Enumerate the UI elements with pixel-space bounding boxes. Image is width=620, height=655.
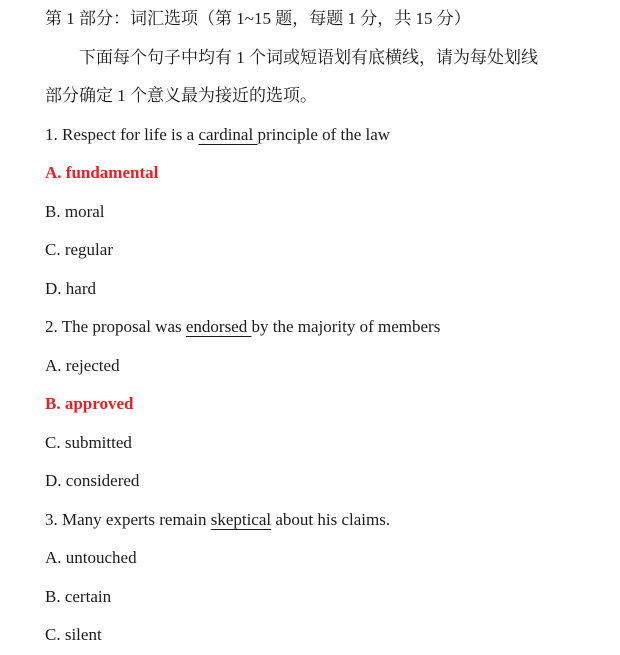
question-stem	[45, 116, 602, 155]
option-label: A.	[45, 355, 62, 375]
option-text: submitted	[64, 432, 132, 452]
option-row	[45, 154, 602, 193]
option-row	[45, 424, 602, 463]
option-row	[45, 385, 602, 424]
option-row	[45, 578, 602, 617]
option-text: considered	[65, 471, 140, 490]
option-label: B.	[45, 394, 61, 413]
option-row	[45, 539, 602, 578]
option-text: untouched	[65, 548, 137, 567]
option-row	[45, 193, 602, 232]
option-label: C.	[45, 432, 61, 452]
option-row	[45, 616, 602, 655]
option-row	[45, 270, 602, 309]
option-text: certain	[64, 586, 112, 606]
underlined-word: endorsed	[185, 317, 252, 336]
option-label: A.	[45, 163, 62, 182]
question-block	[45, 308, 602, 501]
stem-text-before: 1. Respect for life is a	[45, 124, 199, 144]
question-stem	[45, 308, 602, 347]
option-row	[45, 462, 602, 501]
underlined-word: cardinal	[198, 124, 258, 144]
stem-text-before: 2. The proposal was	[45, 317, 186, 336]
question-list	[45, 116, 602, 655]
question-block	[45, 501, 602, 655]
option-label: A.	[45, 548, 62, 567]
instructions-line-2: 部分确定 1 个意义最为接近的选项。	[45, 86, 317, 105]
option-label: C.	[45, 240, 61, 259]
option-row	[45, 231, 602, 270]
stem-text-after: principle of the law	[257, 124, 391, 144]
stem-text-after: about his claims.	[271, 509, 391, 529]
option-label: D.	[45, 278, 62, 298]
option-text: moral	[64, 201, 105, 221]
question-block	[45, 116, 602, 309]
option-text: silent	[64, 625, 102, 644]
option-text: fundamental	[65, 163, 159, 182]
instructions-line-1: 下面每个句子中均有 1 个词或短语划有底横线，请为每处划线	[79, 47, 538, 67]
option-text: regular	[64, 240, 113, 259]
option-text: hard	[65, 278, 96, 298]
question-stem	[45, 501, 602, 540]
stem-text-after: by the majority of members	[251, 317, 441, 336]
option-text: rejected	[65, 355, 120, 375]
option-label: B.	[45, 586, 61, 606]
option-text: approved	[64, 394, 134, 413]
option-label: C.	[45, 625, 61, 644]
option-label: D.	[45, 471, 62, 490]
section-title: 第 1 部分：词汇选项（第 1~15 题，每题 1 分，共 15 分）	[45, 9, 471, 28]
underlined-word: skeptical	[210, 509, 272, 529]
option-label: B.	[45, 201, 61, 221]
option-row	[45, 347, 602, 386]
stem-text-before: 3. Many experts remain	[45, 509, 211, 529]
